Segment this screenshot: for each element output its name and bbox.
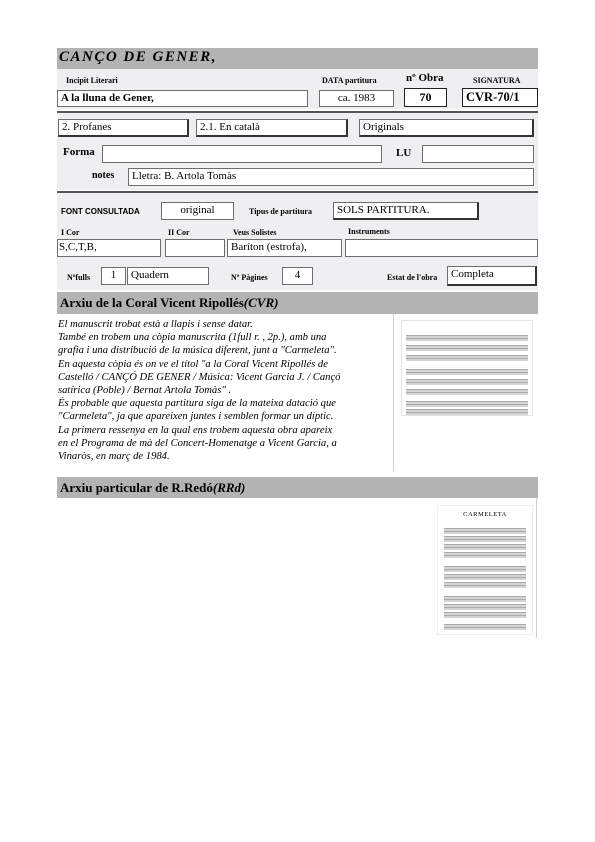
notes-label: notes [92, 170, 115, 181]
nfulls-field[interactable]: 1 [101, 267, 126, 285]
note-line: Castelló / CANÇÓ DE GENER / Música: Vicent Garcia J. / Cançó [58, 371, 341, 383]
note-line: satírica (Poble) / Bernat Artola Tomàs" . [58, 385, 232, 397]
instruments-label: Instruments [348, 227, 390, 236]
note-line: en el Programa de mà del Concert-Homenatge a Vicent Garcia, a [58, 437, 337, 449]
date-label: DATA partitura [322, 76, 377, 85]
note-line: La primera ressenya en la qual ens trobem aquesta obra apareix [58, 424, 333, 436]
obra-label: nº Obra [406, 72, 444, 84]
forma-label: Forma [63, 146, 95, 158]
veus-field[interactable]: Baríton (estrofa), [227, 239, 342, 257]
origin-field[interactable]: Originals [359, 119, 534, 137]
tipus-field[interactable]: SOLS PARTITURA. [333, 202, 479, 220]
archive1-divider [393, 314, 394, 471]
score-thumbnail[interactable] [401, 320, 533, 416]
archive2-title [60, 480, 245, 496]
note-line: grafia i una distribució de la música diferent, junt a "Carmeleta". [58, 345, 337, 357]
date-field[interactable]: ca. 1983 [319, 90, 394, 107]
lu-label: LU [396, 147, 412, 159]
subcategory-field[interactable]: 2.1. En català [196, 119, 348, 137]
archive1-code: (CVR) [243, 295, 279, 310]
archive2-divider [536, 498, 537, 638]
category-field[interactable]: 2. Profanes [58, 119, 189, 137]
note-line: És probable que aquesta partitura siga de la mateixa datació que [58, 398, 336, 410]
note-line: També en trobem una còpia manuscrita (1full r. , 2p.), amb una [58, 332, 327, 344]
instruments-field[interactable] [345, 239, 538, 257]
estat-field[interactable]: Completa [447, 266, 537, 286]
npagines-field[interactable]: 4 [282, 267, 313, 285]
archive2-title-text: Arxiu particular de R.Redó [60, 480, 213, 495]
archive2-code: (RRd) [212, 480, 246, 495]
iicor-field[interactable] [165, 239, 225, 257]
icor-field[interactable]: S,C,T,B, [57, 239, 161, 257]
note-line: El manuscrit trobat està a llapis i sense datar. [58, 319, 253, 330]
note-line: En aquesta còpia és on ve el títol "a la Coral Vicent Ripollés de [58, 358, 328, 370]
nfulls-label: Nºfulls [67, 273, 91, 282]
page-title: CANÇO DE GENER, [59, 49, 217, 65]
archive1-title-text: Arxiu de la Coral Vicent Ripollés [60, 295, 244, 310]
format-field[interactable]: Quadern [127, 267, 209, 285]
incipit-label: Incipit Literari [66, 76, 118, 85]
icor-label: I Cor [61, 228, 80, 237]
note-line: "Carmeleta", ja que apareixen juntes i semblen formar un díptic. [58, 411, 334, 423]
note-line: Vinaròs, en març de 1984. [58, 451, 170, 463]
signatura-field[interactable]: CVR-70/1 [462, 88, 538, 107]
incipit-field[interactable]: A la lluna de Gener, [57, 90, 308, 107]
tipus-label: Tipus de partitura [249, 207, 312, 216]
lu-field[interactable] [422, 145, 534, 163]
archive1-title [60, 295, 278, 311]
archive1-notes [58, 318, 393, 463]
obra-field[interactable]: 70 [404, 88, 447, 107]
font-field[interactable]: original [161, 202, 234, 220]
signatura-label: SIGNATURA [473, 76, 521, 85]
iicor-label: II Cor [168, 228, 190, 237]
veus-label: Veus Solistes [233, 228, 277, 237]
npagines-label: Nº Pàgines [231, 273, 268, 282]
carmeleta-thumbnail[interactable] [437, 505, 533, 635]
forma-field[interactable] [102, 145, 382, 163]
font-label: FONT CONSULTADA [61, 207, 140, 216]
notes-field[interactable]: Lletra: B. Artola Tomàs [128, 168, 534, 186]
thumb-title: CARMELETA [463, 511, 507, 518]
estat-label: Estat de l'obra [387, 273, 438, 282]
